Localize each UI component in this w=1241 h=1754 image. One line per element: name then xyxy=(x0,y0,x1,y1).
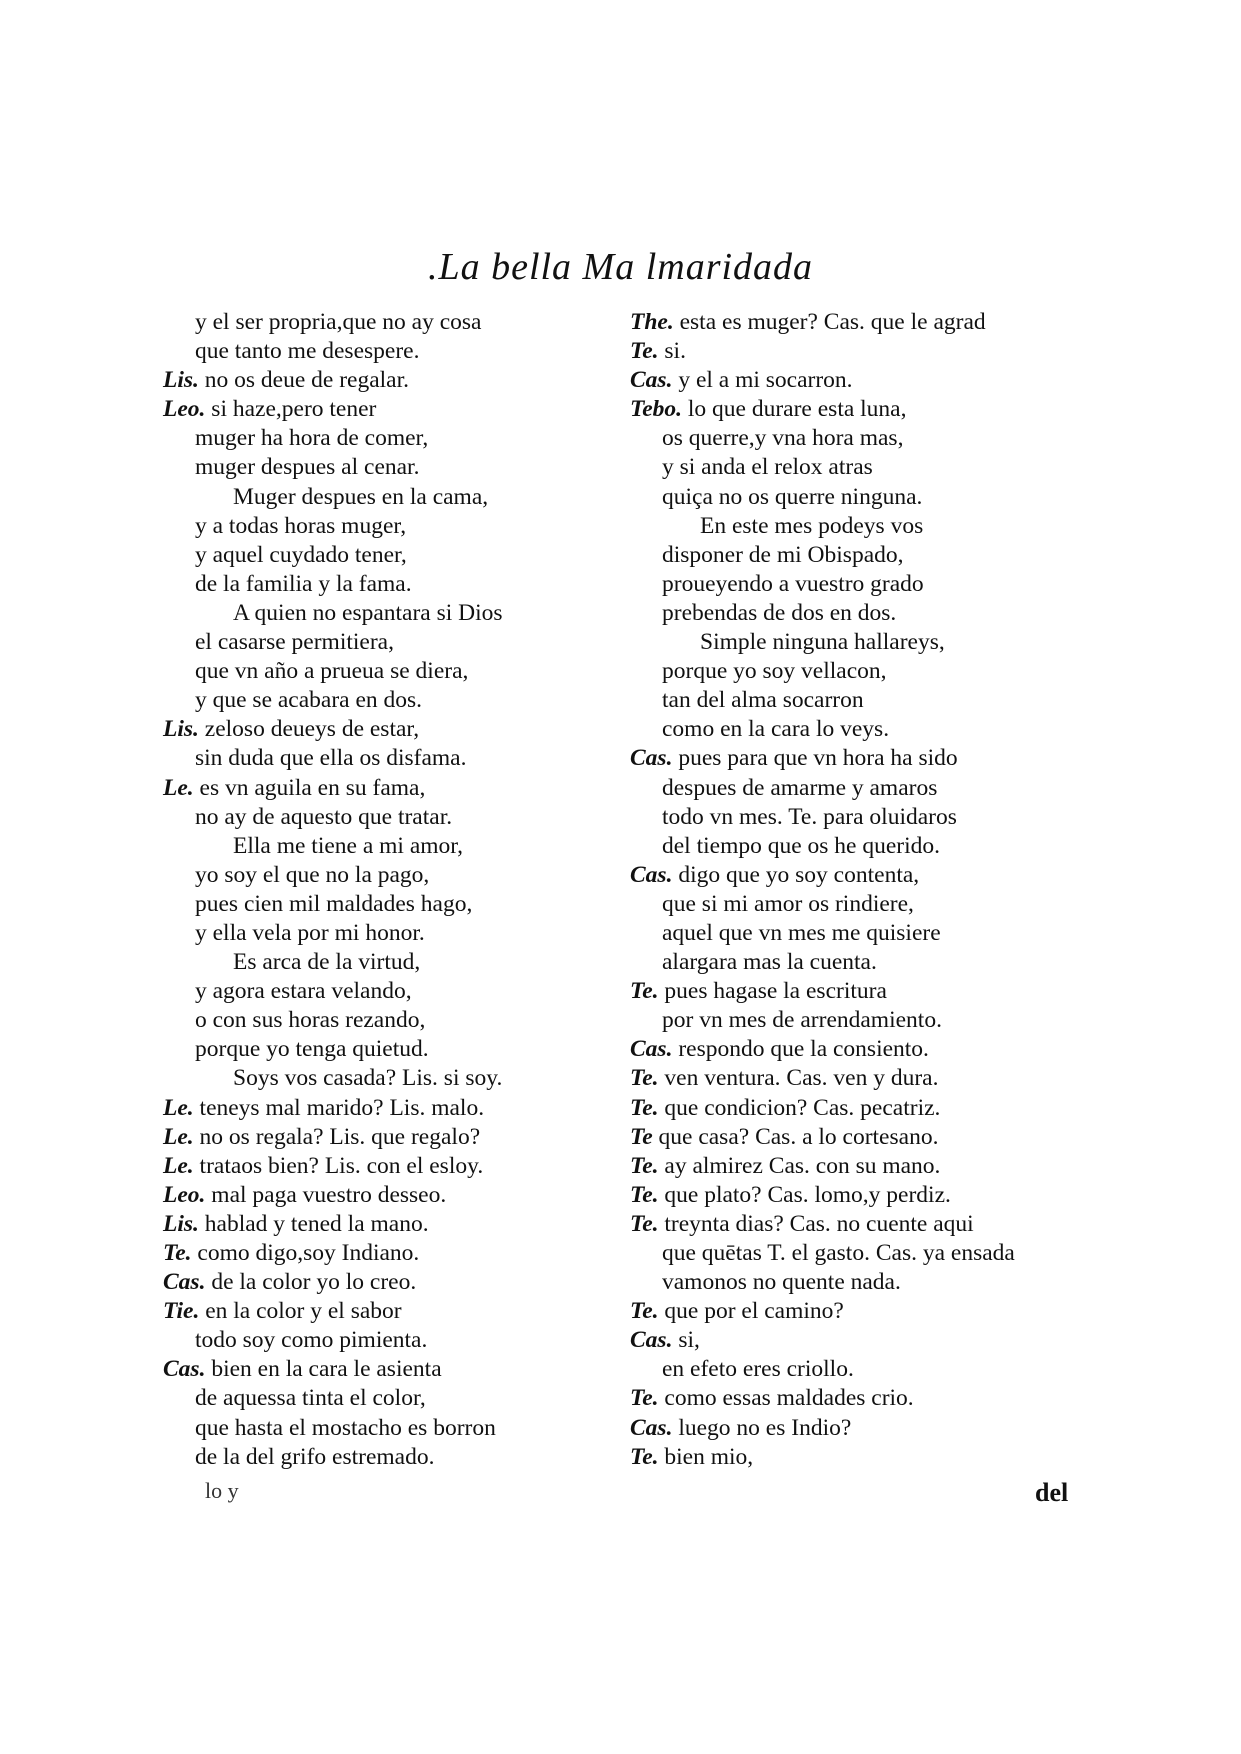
verse-line xyxy=(630,1239,1085,1268)
verse-text: en efeto eres criollo. xyxy=(662,1356,854,1383)
verse-line xyxy=(630,1443,1085,1472)
speaker-label: Le. xyxy=(163,774,194,801)
verse-text: el casarse permitiera, xyxy=(195,629,394,656)
verse-text: que hasta el mostacho es borron xyxy=(195,1414,496,1441)
verse-text: o con sus horas rezando, xyxy=(195,1007,426,1034)
verse-line xyxy=(630,744,1085,773)
verse-text: si. xyxy=(664,338,686,365)
verse-line xyxy=(163,1152,603,1181)
verse-line xyxy=(630,890,1085,919)
verse-line xyxy=(630,599,1085,628)
verse-text: trataos bien? Lis. con el esloy. xyxy=(199,1152,484,1179)
speaker-label: Cas. xyxy=(630,1327,673,1354)
verse-text: porque yo soy vellacon, xyxy=(662,658,887,685)
verse-text: teneys mal marido? Lis. malo. xyxy=(199,1094,485,1121)
verse-text: y el a mi socarron. xyxy=(678,367,853,394)
verse-text: sin duda que ella os disfama. xyxy=(195,745,467,772)
verse-text: mal paga vuestro desseo. xyxy=(211,1181,447,1208)
verse-text: y si anda el relox atras xyxy=(662,454,873,481)
verse-line xyxy=(163,1181,603,1210)
verse-text: ay almirez Cas. con su mano. xyxy=(664,1152,941,1179)
verse-line xyxy=(630,512,1085,541)
verse-text: bien en la cara le asienta xyxy=(211,1356,442,1383)
speaker-label: The. xyxy=(630,309,674,335)
verse-line xyxy=(163,686,603,715)
left-column xyxy=(163,308,603,1472)
verse-line xyxy=(163,424,603,453)
verse-text: digo que yo soy contenta, xyxy=(678,861,920,888)
verse-text: todo vn mes. Te. para oluidaros xyxy=(662,803,957,830)
verse-text: quiça no os querre ninguna. xyxy=(662,483,923,510)
verse-line xyxy=(630,1123,1085,1152)
verse-line xyxy=(163,1123,603,1152)
verse-text: vamonos no quente nada. xyxy=(662,1269,901,1296)
verse-line xyxy=(630,628,1085,657)
verse-text: respondo que la consiento. xyxy=(678,1036,929,1063)
verse-text: bien mio, xyxy=(664,1443,754,1470)
verse-text: del tiempo que os he querido. xyxy=(662,832,941,859)
verse-line xyxy=(630,1414,1085,1443)
verse-line xyxy=(163,366,603,395)
verse-line xyxy=(163,1384,603,1413)
speaker-label: Cas. xyxy=(630,745,673,772)
stray-mark: lo y xyxy=(205,1478,239,1503)
verse-line xyxy=(630,1035,1085,1064)
verse-text: no os deue de regalar. xyxy=(204,367,410,394)
verse-line xyxy=(630,919,1085,948)
verse-line xyxy=(630,1064,1085,1093)
speaker-label: Cas. xyxy=(630,1036,673,1063)
verse-line xyxy=(630,337,1085,366)
verse-text: tan del alma socarron xyxy=(662,687,864,714)
verse-line xyxy=(630,483,1085,512)
verse-text: Muger despues en la cama, xyxy=(233,483,489,510)
verse-line xyxy=(163,483,603,512)
verse-line xyxy=(630,977,1085,1006)
verse-text: aquel que vn mes me quisiere xyxy=(662,919,941,946)
verse-text: que casa? Cas. a lo cortesano. xyxy=(658,1123,939,1150)
verse-text: no ay de aquesto que tratar. xyxy=(195,803,453,830)
verse-text: prebendas de dos en dos. xyxy=(662,599,897,626)
verse-text: proueyendo a vuestro grado xyxy=(662,570,924,597)
verse-text: no os regala? Lis. que regalo? xyxy=(199,1123,481,1150)
verse-text: treynta dias? Cas. no cuente aqui xyxy=(664,1210,974,1237)
speaker-label: Te. xyxy=(163,1240,192,1266)
catchword: del xyxy=(1035,1478,1069,1507)
verse-text: todo soy como pimienta. xyxy=(195,1327,428,1354)
speaker-label: Te. xyxy=(630,1181,659,1208)
running-title: .La bella Ma lmaridada xyxy=(427,246,814,288)
verse-line xyxy=(630,686,1085,715)
verse-line xyxy=(163,948,603,977)
verse-text: como essas maldades crio. xyxy=(664,1385,914,1412)
verse-text: hablad y tened la mano. xyxy=(204,1210,429,1237)
speaker-label: Te. xyxy=(630,1298,659,1325)
verse-line xyxy=(630,1326,1085,1355)
verse-text: que si mi amor os rindiere, xyxy=(662,890,914,917)
verse-line xyxy=(163,774,603,803)
verse-text: en la color y el sabor xyxy=(205,1298,402,1325)
verse-text: os querre,y vna hora mas, xyxy=(662,425,904,452)
verse-line xyxy=(163,512,603,541)
speaker-label: Lis. xyxy=(163,1210,199,1237)
verse-line xyxy=(630,1355,1085,1384)
speaker-label: Leo. xyxy=(163,396,206,423)
verse-text: despues de amarme y amaros xyxy=(662,774,938,801)
verse-text: y que se acabara en dos. xyxy=(195,687,423,714)
speaker-label: Cas. xyxy=(630,861,673,888)
speaker-label: Le. xyxy=(163,1094,194,1121)
speaker-label: Lis. xyxy=(163,716,199,743)
verse-text: que vn año a prueua se diera, xyxy=(195,658,469,685)
verse-line xyxy=(163,1414,603,1443)
verse-text: luego no es Indio? xyxy=(678,1414,852,1441)
verse-line xyxy=(630,366,1085,395)
verse-line xyxy=(163,803,603,832)
verse-text: que condicion? Cas. pecatriz. xyxy=(664,1094,941,1121)
verse-line xyxy=(630,1181,1085,1210)
verse-text: Soys vos casada? Lis. si soy. xyxy=(233,1065,503,1092)
verse-line xyxy=(163,919,603,948)
speaker-label: Te. xyxy=(630,1094,659,1121)
verse-line xyxy=(630,1210,1085,1239)
verse-line xyxy=(630,657,1085,686)
verse-text: alargara mas la cuenta. xyxy=(662,949,877,976)
verse-line xyxy=(163,832,603,861)
verse-text: A quien no espantara si Dios xyxy=(233,599,503,626)
speaker-label: Cas. xyxy=(163,1356,206,1383)
verse-text: ven ventura. Cas. ven y dura. xyxy=(664,1065,939,1092)
speaker-label: Tie. xyxy=(163,1298,200,1325)
verse-text: pues para que vn hora ha sido xyxy=(678,745,958,772)
verse-line xyxy=(163,599,603,628)
verse-line xyxy=(163,541,603,570)
verse-text: esta es muger? Cas. que le agrad xyxy=(679,309,986,335)
verse-text: En este mes podeys vos xyxy=(700,512,924,539)
verse-text: si haze,pero tener xyxy=(211,396,377,423)
verse-text: pues hagase la escritura xyxy=(664,978,887,1005)
verse-text: por vn mes de arrendamiento. xyxy=(662,1007,942,1034)
verse-text: yo soy el que no la pago, xyxy=(195,861,430,888)
verse-line xyxy=(163,1326,603,1355)
verse-text: zeloso deueys de estar, xyxy=(204,716,420,743)
verse-text: si, xyxy=(678,1327,700,1354)
verse-text: como digo,soy Indiano. xyxy=(197,1240,420,1266)
verse-line xyxy=(163,1268,603,1297)
verse-line xyxy=(630,1297,1085,1326)
speaker-label: Te. xyxy=(630,1385,659,1412)
verse-text: de aquessa tinta el color, xyxy=(195,1385,426,1412)
verse-line xyxy=(163,1443,603,1472)
verse-text: y a todas horas muger, xyxy=(195,512,407,539)
speaker-label: Cas. xyxy=(630,1414,673,1441)
verse-line xyxy=(163,890,603,919)
verse-line xyxy=(630,1384,1085,1413)
verse-text: Simple ninguna hallareys, xyxy=(700,629,945,656)
verse-text: disponer de mi Obispado, xyxy=(662,541,904,568)
verse-line xyxy=(630,1006,1085,1035)
verse-text: lo que durare esta luna, xyxy=(687,396,907,423)
verse-text: muger despues al cenar. xyxy=(195,454,420,481)
verse-text: y ella vela por mi honor. xyxy=(195,919,425,946)
verse-line xyxy=(630,453,1085,482)
speaker-label: Tebo. xyxy=(630,396,683,423)
verse-line xyxy=(630,774,1085,803)
verse-line xyxy=(163,977,603,1006)
speaker-label: Te. xyxy=(630,1065,659,1092)
verse-line xyxy=(163,657,603,686)
speaker-label: Le. xyxy=(163,1152,194,1179)
speaker-label: Cas. xyxy=(163,1269,206,1296)
verse-text: de la color yo lo creo. xyxy=(211,1269,417,1296)
verse-line xyxy=(630,424,1085,453)
verse-line xyxy=(163,1094,603,1123)
speaker-label: Te. xyxy=(630,978,659,1005)
verse-text: que quētas T. el gasto. Cas. ya ensada xyxy=(662,1240,1015,1266)
speaker-label: Te. xyxy=(630,1210,659,1237)
verse-line xyxy=(163,395,603,424)
verse-line xyxy=(630,1268,1085,1297)
verse-text: porque yo tenga quietud. xyxy=(195,1036,429,1063)
verse-text: es vn aguila en su fama, xyxy=(199,774,426,801)
verse-line xyxy=(630,832,1085,861)
verse-text: y el ser propria,que no ay cosa xyxy=(195,309,482,335)
verse-line xyxy=(630,861,1085,890)
verse-line xyxy=(630,803,1085,832)
verse-line xyxy=(630,570,1085,599)
verse-text: y agora estara velando, xyxy=(195,978,412,1005)
verse-line xyxy=(163,1355,603,1384)
speaker-label: Te. xyxy=(630,338,659,365)
verse-line xyxy=(163,715,603,744)
verse-line xyxy=(163,1239,603,1268)
verse-text: que por el camino? xyxy=(664,1298,844,1325)
verse-text: Ella me tiene a mi amor, xyxy=(233,832,464,859)
verse-line xyxy=(163,1006,603,1035)
verse-line xyxy=(630,395,1085,424)
verse-line xyxy=(630,541,1085,570)
verse-line xyxy=(163,744,603,773)
speaker-label: Te xyxy=(630,1123,653,1150)
verse-line xyxy=(163,308,603,337)
verse-text: como en la cara lo veys. xyxy=(662,716,890,743)
verse-line xyxy=(163,1064,603,1093)
verse-line xyxy=(163,861,603,890)
verse-text: pues cien mil maldades hago, xyxy=(195,890,473,917)
verse-line xyxy=(630,948,1085,977)
verse-line xyxy=(630,715,1085,744)
verse-text: y aquel cuydado tener, xyxy=(195,541,407,568)
verse-text: de la del grifo estremado. xyxy=(195,1443,435,1470)
verse-line xyxy=(163,1035,603,1064)
verse-line xyxy=(630,308,1085,337)
verse-line xyxy=(163,1210,603,1239)
speaker-label: Lis. xyxy=(163,367,199,394)
verse-line xyxy=(163,570,603,599)
verse-line xyxy=(630,1094,1085,1123)
right-column xyxy=(630,308,1085,1472)
verse-line xyxy=(630,1152,1085,1181)
verse-line xyxy=(163,1297,603,1326)
speaker-label: Le. xyxy=(163,1123,194,1150)
verse-text: muger ha hora de comer, xyxy=(195,425,429,452)
speaker-label: Cas. xyxy=(630,367,673,394)
verse-text: de la familia y la fama. xyxy=(195,570,412,597)
speaker-label: Te. xyxy=(630,1152,659,1179)
verse-text: Es arca de la virtud, xyxy=(233,949,421,976)
verse-line xyxy=(163,628,603,657)
verse-text: que tanto me desespere. xyxy=(195,338,420,365)
verse-line xyxy=(163,453,603,482)
speaker-label: Leo. xyxy=(163,1181,206,1208)
speaker-label: Te. xyxy=(630,1443,659,1470)
verse-text: que plato? Cas. lomo,y perdiz. xyxy=(664,1181,951,1208)
verse-line xyxy=(163,337,603,366)
